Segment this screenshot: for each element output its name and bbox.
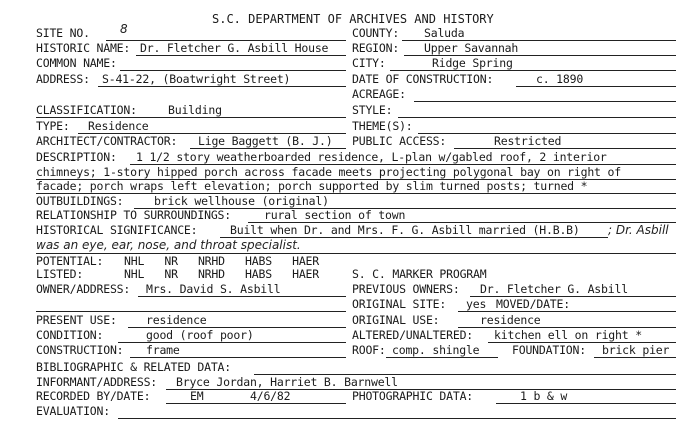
photographic-value: 1 b & w: [520, 389, 568, 403]
foundation-line: [594, 357, 676, 358]
listed-designations: NHL NR NRHD HABS HAER: [124, 267, 319, 281]
significance-handwritten-1: ; Dr. Asbill: [608, 223, 669, 237]
recorded-line: [166, 403, 346, 404]
roof-value: comp. shingle: [392, 343, 480, 357]
marker-program-label: S. C. MARKER PROGRAM: [352, 267, 487, 281]
address-value: S-41-22, (Boatwright Street): [102, 72, 291, 86]
owner-value: Mrs. David S. Asbill: [146, 282, 281, 296]
date-value: c. 1890: [536, 72, 584, 86]
site-no-value: 8: [120, 22, 128, 36]
owner-rule-2: [36, 311, 346, 312]
description-rule-3: [36, 193, 676, 194]
moved-date-label: MOVED/DATE:: [496, 297, 570, 311]
informant-label: INFORMANT/ADDRESS:: [36, 375, 158, 389]
original-site-value: yes: [466, 297, 487, 311]
recorded-label: RECORDED BY/DATE:: [36, 389, 151, 403]
construction-value: frame: [146, 343, 180, 357]
classification-value: Building: [168, 103, 222, 117]
architect-line: [190, 148, 346, 149]
recorded-by-value: EM: [190, 389, 204, 403]
bibliographic-label: BIBLIOGRAPHIC & RELATED DATA:: [36, 360, 231, 374]
county-value: Saluda: [424, 26, 465, 40]
description-line-2: chimneys; 1-story hipped porch across facade meets projecting polygonal bay on right of: [36, 165, 621, 179]
original-site-label: ORIGINAL SITE:: [352, 297, 447, 311]
acreage-line: [414, 101, 676, 102]
recorded-date-value: 4/6/82: [250, 389, 291, 403]
architect-value: Lige Baggett (B. J.): [198, 134, 333, 148]
relationship-label: RELATIONSHIP TO SURROUNDINGS:: [36, 208, 231, 222]
style-line: [398, 117, 676, 118]
photographic-label: PHOTOGRAPHIC DATA:: [352, 389, 474, 403]
roof-label: ROOF:: [352, 343, 386, 357]
roof-line: [386, 357, 498, 358]
significance-label: HISTORICAL SIGNIFICANCE:: [36, 223, 198, 237]
public-access-value: Restricted: [494, 134, 562, 148]
original-use-value: residence: [480, 313, 541, 327]
type-value: Residence: [88, 119, 149, 133]
form-title: S.C. DEPARTMENT OF ARCHIVES AND HISTORY: [212, 12, 494, 26]
public-access-line: [454, 148, 676, 149]
common-name-line: [120, 70, 346, 71]
altered-value: kitchen ell on right *: [494, 328, 642, 342]
evaluation-label: EVALUATION:: [36, 404, 110, 418]
significance-value: Built when Dr. and Mrs. F. G. Asbill married (H.B.B): [230, 223, 580, 237]
altered-label: ALTERED/UNALTERED:: [352, 328, 474, 342]
style-label: STYLE:: [352, 103, 393, 117]
site-no-label: SITE NO.: [36, 26, 90, 40]
outbuildings-value: brick wellhouse (original): [154, 194, 329, 208]
address-label: ADDRESS:: [36, 72, 90, 86]
present-use-label: PRESENT USE:: [36, 313, 117, 327]
condition-label: CONDITION:: [36, 328, 104, 342]
address-line: [98, 86, 346, 87]
construction-line: [130, 357, 346, 358]
condition-value: good (roof poor): [146, 328, 254, 342]
city-value: Ridge Spring: [432, 56, 513, 70]
historic-name-value: Dr. Fletcher G. Asbill House: [140, 41, 329, 55]
acreage-label: ACREAGE:: [352, 87, 406, 101]
potential-designations: NHL NR NRHD HABS HAER: [124, 254, 319, 268]
construction-label: CONSTRUCTION:: [36, 343, 124, 357]
date-label: DATE OF CONSTRUCTION:: [352, 72, 494, 86]
theme-label: THEME(S):: [352, 119, 413, 133]
classification-line: [36, 117, 346, 118]
description-line-3: facade; porch wraps left elevation; porch supported by slim turned posts; turned *: [36, 179, 588, 193]
description-line-1: 1 1/2 story weatherboarded residence, L-plan w/gabled roof, 2 interior: [136, 150, 607, 164]
region-label: REGION:: [352, 41, 400, 55]
foundation-value: brick pier: [602, 343, 670, 357]
relationship-value: rural section of town: [264, 208, 406, 222]
previous-owners-value: Dr. Fletcher G. Asbill: [480, 282, 628, 296]
foundation-label: FOUNDATION:: [512, 343, 586, 357]
previous-owners-label: PREVIOUS OWNERS:: [352, 282, 460, 296]
original-use-label: ORIGINAL USE:: [352, 313, 440, 327]
date-line: [516, 86, 676, 87]
common-name-label: COMMON NAME:: [36, 56, 117, 70]
historic-name-line: [136, 55, 346, 56]
potential-label: POTENTIAL:: [36, 254, 104, 268]
county-label: COUNTY:: [352, 26, 400, 40]
public-access-label: PUBLIC ACCESS:: [352, 134, 447, 148]
significance-handwritten-2: was an eye, ear, nose, and throat specialist.: [36, 238, 301, 252]
type-label: TYPE:: [36, 119, 70, 133]
classification-label: CLASSIFICATION:: [36, 103, 137, 117]
city-line: [390, 70, 676, 71]
present-use-value: residence: [146, 313, 207, 327]
original-site-line: [458, 311, 676, 312]
owner-label: OWNER/ADDRESS:: [36, 282, 131, 296]
outbuildings-label: OUTBUILDINGS:: [36, 194, 124, 208]
owner-line: [138, 296, 346, 297]
evaluation-line: [118, 418, 676, 419]
description-label: DESCRIPTION:: [36, 150, 117, 164]
city-label: CITY:: [352, 56, 386, 70]
photographic-line: [496, 403, 676, 404]
region-value: Upper Savannah: [424, 41, 519, 55]
architect-label: ARCHITECT/CONTRACTOR:: [36, 134, 178, 148]
historic-name-label: HISTORIC NAME:: [36, 41, 131, 55]
listed-label: LISTED:: [36, 267, 84, 281]
informant-value: Bryce Jordan, Harriet B. Barnwell: [176, 375, 398, 389]
